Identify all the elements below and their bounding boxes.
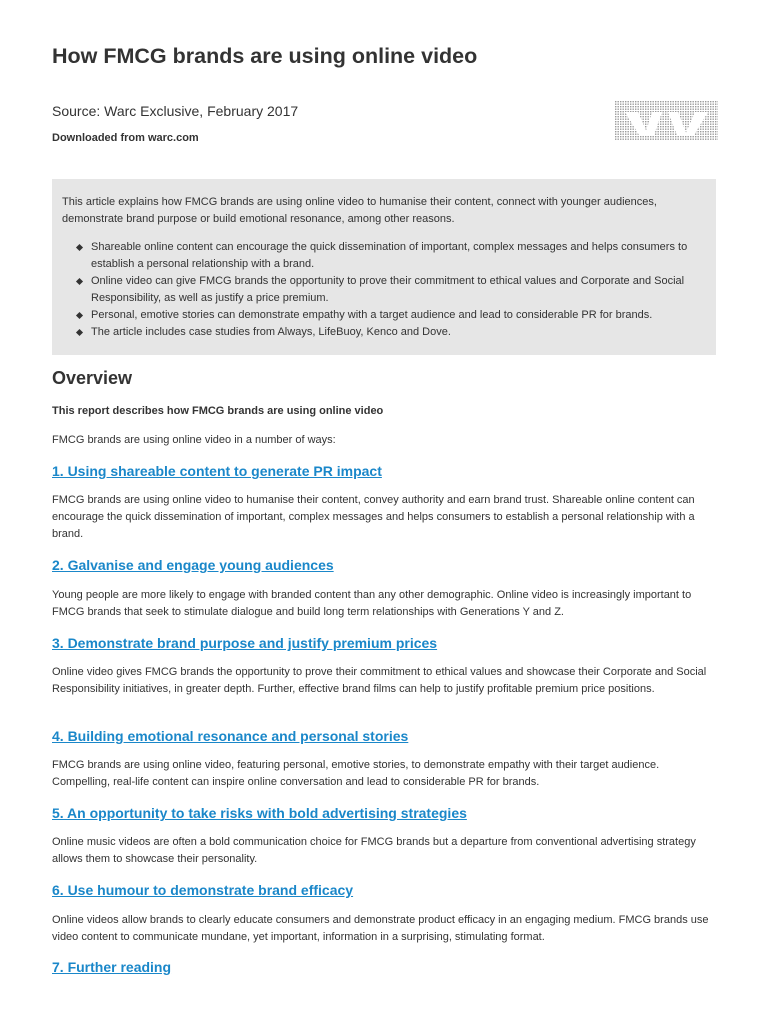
document-title: How FMCG brands are using online video <box>52 44 478 68</box>
diamond-bullet-icon <box>76 278 83 285</box>
section-body-1: FMCG brands are using online video to humanise their content, convey authority and earn brand trust. Shareable online content can encourage the quick dissemination of important, complex messages and helps consumers to establish a personal relationship with a brand. <box>52 494 695 540</box>
summary-bullet <box>91 324 706 341</box>
summary-bullet <box>91 239 706 273</box>
section-link-6[interactable]: 6. Use humour to demonstrate brand efficacy <box>52 882 354 898</box>
overview-heading: Overview <box>52 368 133 388</box>
section-body-2: Young people are more likely to engage with branded content than any other demographic. Online video is increasingly important to FMCG brands that seek to stimulate dialogue and build long term relationships with Generations Y and Z. <box>52 589 692 618</box>
summary-bullet <box>91 273 706 307</box>
section-link-4[interactable]: 4. Building emotional resonance and personal stories <box>52 728 409 744</box>
section-body-3: Online video gives FMCG brands the opportunity to prove their commitment to ethical values and showcase their Corporate and Social Responsibility initiatives, in greater depth. Further, effective brand films can help to justify profitable premium price positions. <box>52 666 707 695</box>
diamond-bullet-icon <box>76 312 83 319</box>
section-link-7[interactable]: 7. Further reading <box>52 959 172 975</box>
summary-bullet-text: Personal, emotive stories can demonstrate empathy with a target audience and lead to considerable PR for brands. <box>91 309 653 321</box>
summary-intro: This article explains how FMCG brands are using online video to humanise their content, connect with younger audiences, demonstrate brand purpose or build emotional resonance, among other reasons. <box>62 196 657 225</box>
summary-bullet-text: Online video can give FMCG brands the opportunity to prove their commitment to ethical values and Corporate and Social Responsibility, as well as justify a price premium. <box>91 275 685 304</box>
overview-lead: This report describes how FMCG brands are using online video <box>52 405 384 417</box>
summary-bullet <box>91 307 706 324</box>
summary-bullet-text: The article includes case studies from Always, LifeBuoy, Kenco and Dove. <box>91 326 451 338</box>
section-body-5: Online music videos are often a bold communication choice for FMCG brands but a departure from conventional advertising strategy allows them to showcase their personality. <box>52 836 696 865</box>
source-line: Source: Warc Exclusive, February 2017 <box>52 103 299 119</box>
section-body-4: FMCG brands are using online video, featuring personal, emotive stories, to demonstrate empathy with their target audience. Compelling, real-life content can inspire online conversation and lead to considerable PR for brands. <box>52 759 660 788</box>
summary-bullet-text: Shareable online content can encourage the quick dissemination of important, complex messages and helps consumers to establish a personal relationship with a brand. <box>91 241 688 270</box>
diamond-bullet-icon <box>76 329 83 336</box>
section-link-3[interactable]: 3. Demonstrate brand purpose and justify premium prices <box>52 635 438 651</box>
diamond-bullet-icon <box>76 244 83 251</box>
summary-box <box>52 179 716 355</box>
section-link-5[interactable]: 5. An opportunity to take risks with bold advertising strategies <box>52 805 467 821</box>
downloaded-from: Downloaded from warc.com <box>52 132 199 144</box>
section-link-2[interactable]: 2. Galvanise and engage young audiences <box>52 557 334 573</box>
summary-bullet-list <box>62 239 706 341</box>
warc-logo <box>615 101 718 141</box>
section-body-6: Online videos allow brands to clearly educate consumers and demonstrate product efficacy in an engaging medium. FMCG brands use video content to communicate mundane, yet important, information in a surprising, stimulating format. <box>52 914 709 943</box>
overview-intro: FMCG brands are using online video in a number of ways: <box>52 434 336 446</box>
section-link-1[interactable]: 1. Using shareable content to generate PR impact <box>52 463 382 479</box>
